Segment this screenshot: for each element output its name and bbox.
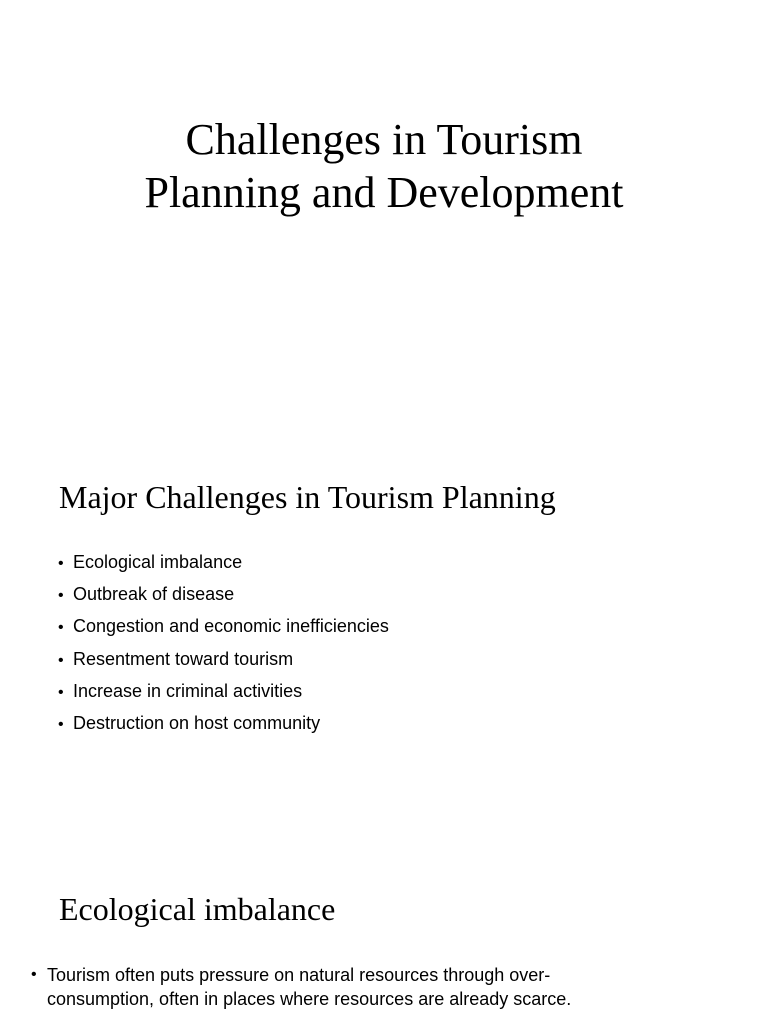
paragraph-line-1: Tourism often puts pressure on natural resources through over- (47, 965, 551, 985)
list-item (58, 646, 389, 678)
list-item-label: Resentment toward tourism (73, 648, 294, 669)
list-item (58, 581, 389, 613)
list-item (58, 549, 389, 581)
bullet-paragraph (31, 963, 711, 1011)
bullet-icon: • (58, 619, 64, 637)
bullet-icon: • (58, 555, 64, 572)
bullet-icon: • (58, 683, 64, 701)
list-item-label: Destruction on host community (73, 712, 321, 733)
list-item (58, 678, 389, 710)
challenges-list-slide (0, 432, 768, 864)
bullet-icon: • (31, 966, 37, 983)
ecological-imbalance-slide (0, 864, 768, 1024)
bullet-icon: • (58, 715, 64, 733)
list-item-label: Ecological imbalance (73, 552, 243, 572)
presentation-title (0, 113, 768, 219)
title-line-1: Challenges in Tourism (185, 115, 583, 164)
list-item (58, 710, 389, 742)
list-item-label: Outbreak of disease (73, 584, 235, 605)
slide-heading: Ecological imbalance (59, 891, 336, 927)
list-item-label: Congestion and economic inefficiencies (73, 616, 389, 637)
slide-heading: Major Challenges in Tourism Planning (59, 479, 556, 515)
title-slide (0, 0, 768, 432)
bullet-icon: • (58, 587, 64, 605)
title-line-2: Planning and Development (144, 168, 624, 217)
bullet-icon: • (58, 651, 64, 669)
list-item (58, 613, 389, 645)
list-item-label: Increase in criminal activities (73, 680, 303, 701)
challenges-list (58, 549, 389, 742)
paragraph-line-2: consumption, often in places where resources are already scarce. (47, 989, 572, 1009)
